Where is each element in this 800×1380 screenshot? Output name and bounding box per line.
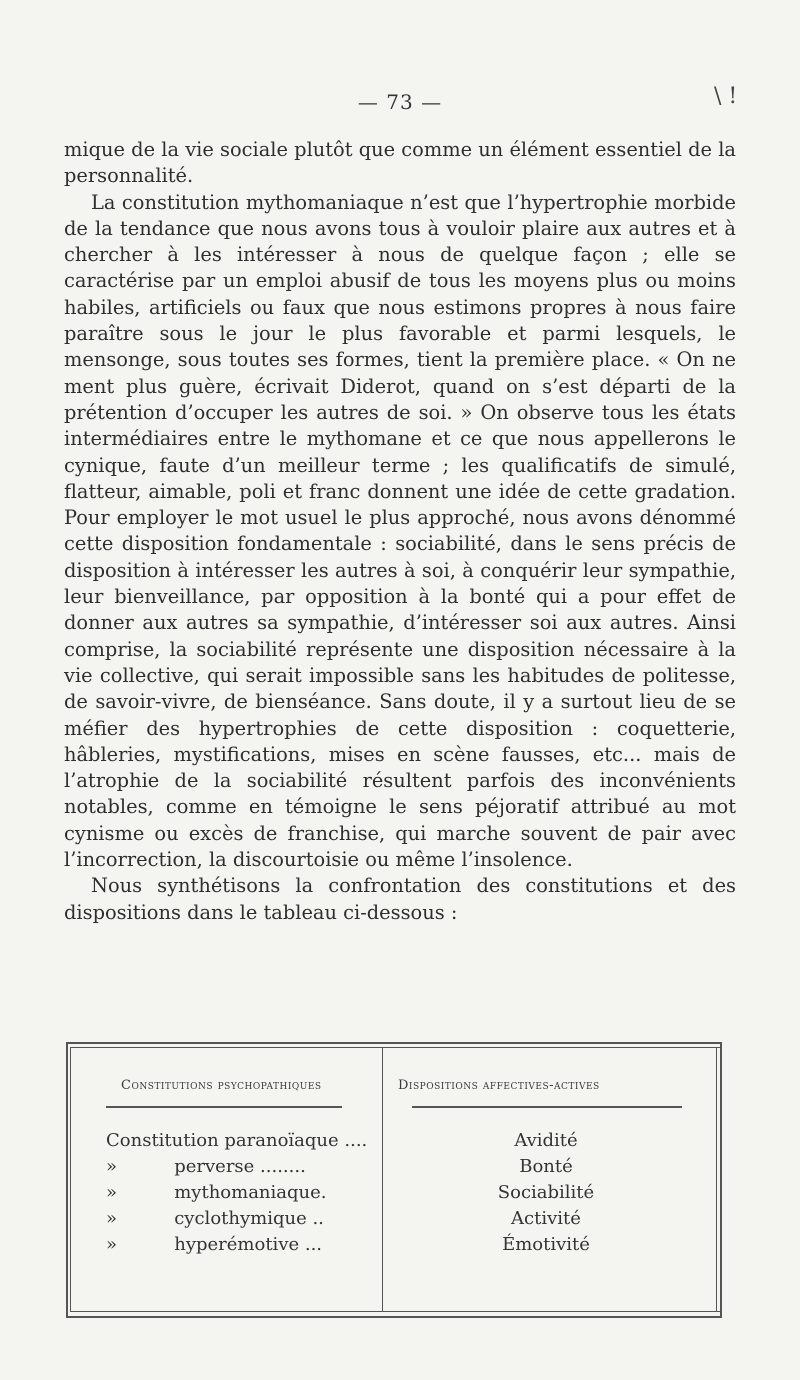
- table-bottom-rule-inner: [70, 1311, 722, 1312]
- table-row-left: » mythomaniaque.: [106, 1182, 327, 1203]
- table-row-right: Bonté: [519, 1156, 573, 1177]
- table-left-rule-inner: [70, 1047, 71, 1312]
- table-header-rule-left: [106, 1106, 342, 1108]
- table-row-right: Émotivité: [502, 1234, 590, 1255]
- body-text: [64, 137, 736, 926]
- table-top-rule-inner: [70, 1047, 722, 1048]
- table-right-rule: [720, 1042, 722, 1318]
- corner-mark: \ !: [714, 84, 738, 109]
- table-row-left: Constitution paranoïaque ....: [106, 1130, 368, 1151]
- table-row-right: Avidité: [514, 1130, 578, 1151]
- table-column-divider: [382, 1047, 383, 1312]
- table-row-left: » cyclothymique ..: [106, 1208, 324, 1229]
- table-row-left: » perverse ........: [106, 1156, 306, 1177]
- table-header-rule-right: [412, 1106, 682, 1108]
- table-row-right: Sociabilité: [497, 1182, 595, 1203]
- table-row-left: » hyperémotive ...: [106, 1234, 323, 1255]
- summary-table: [66, 1042, 722, 1322]
- table-header-constitutions: Constitutions psychopathiques: [121, 1078, 322, 1093]
- table-row-right: Activité: [511, 1208, 581, 1229]
- table-header-dispositions: Dispositions affectives-actives: [398, 1078, 600, 1093]
- table-bottom-rule: [66, 1316, 722, 1318]
- paragraph-continuation: mique de la vie sociale plutôt que comme un élément essentiel de la personnalité.: [64, 138, 736, 188]
- page-number: — 73 —: [357, 90, 443, 114]
- table-top-rule: [66, 1042, 722, 1044]
- table-left-rule: [66, 1042, 68, 1318]
- paragraph-table-intro: Nous synthétisons la confrontation des constitutions et des dispositions dans le tableau ci-dessous :: [64, 874, 736, 924]
- paragraph-mythomania: La constitution mythomaniaque n’est que l’hypertrophie morbide de la tendance que nous avons tous à vouloir plaire aux autres et à chercher à les intéresser à nous de quelque façon ; elle se caractérise par un emploi abusif de tous les moyens plus ou moins habiles, artificiels ou faux que nous estimons propres à nous faire paraître sous le jour le plus favorable et parmi lesquels, le mensonge, sous toutes ses formes, tient la première place. « On ne ment plus guère, écrivait Diderot, quand on s’est départi de la prétention d’occuper les autres de soi. » On observe tous les états intermédiaires entre le mythomane et ce que nous appellerons le cynique, faute d’un meilleur terme ; les qualificatifs de simulé, flatteur, aimable, poli et franc donnent une idée de cette gradation. Pour employer le mot usuel le plus approché, nous avons dénommé cette disposition fondamentale : sociabilité, dans le sens précis de disposition à intéresser les autres à soi, à conquérir leur sympathie, leur bienveillance, par opposition à la bonté qui a pour effet de donner aux autres sa sympathie, d’intéresser soi aux autres. Ainsi comprise, la sociabilité représente une disposition nécessaire à la vie collective, qui serait impossible sans les habitudes de politesse, de savoir-vivre, de bienséance. Sans doute, il y a surtout lieu de se méfier des hypertrophies de cette disposition : coquetterie, hâbleries, mystifications, mises en scène fausses, etc... mais de l’atrophie de la sociabilité résultent parfois des inconvénients notables, comme en témoigne le sens péjoratif attribué au mot cynisme ou excès de franchise, qui marche souvent de pair avec l’incorrection, la discourtoisie ou même l’insolence.: [64, 190, 736, 872]
- table-right-rule-inner: [716, 1047, 717, 1312]
